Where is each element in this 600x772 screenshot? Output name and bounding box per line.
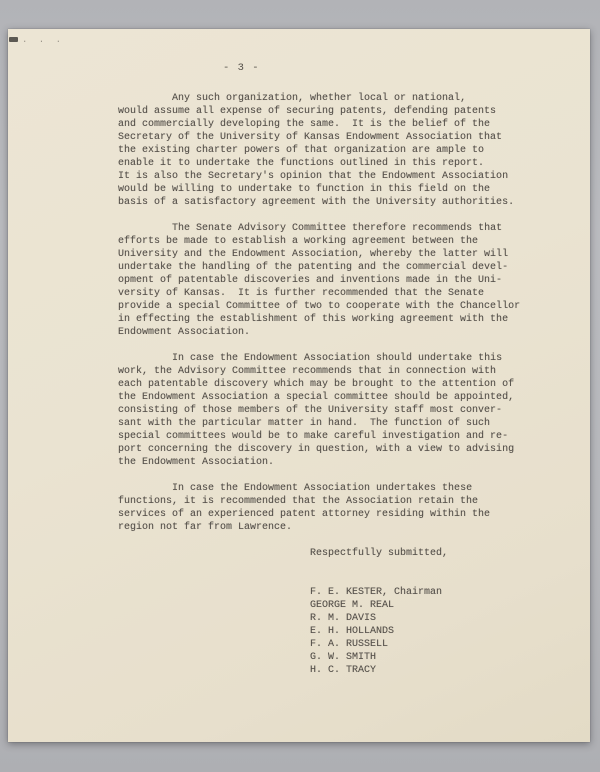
signature-member: GEORGE M. REAL — [310, 600, 395, 611]
scan-edge-mark — [9, 37, 18, 42]
page-number: - 3 - — [223, 62, 260, 74]
paragraph-3: In case the Endowment Association should undertake this work, the Advisory Committee recommends that in connection with each patentable discovery which may be brought to the attention of the Endowment Association a special committee should be appointed, consisting of those members of the University staff most conver- sant with the particular matter in hand. The function of such special committees would be to make careful investigation and re- port concerning the discovery in question, with a view to advising the Endowment Association. — [118, 353, 515, 468]
signature-list — [310, 586, 538, 677]
signature-member: R. M. DAVIS — [310, 613, 377, 624]
paragraph-4: In case the Endowment Association undertakes these functions, it is recommended that the Association retain the services of an experienced patent attorney residing within the region not far from Lawrence. — [118, 483, 491, 533]
paragraph-2: The Senate Advisory Committee therefore recommends that efforts be made to establish a working agreement between the University and the Endowment Association, whereby the latter will undertake the handling of the patenting and the commercial devel- opment of patentable discoveries and inventions made in the Uni- versity of Kansas. It is further recommended that the Senate provide a special Committee of two to cooperate with the Chancellor in effecting the establishment of this working agreement with the Endowment Association. — [118, 223, 521, 338]
signature-chairman: F. E. KESTER, Chairman — [310, 587, 443, 598]
paragraph-1: Any such organization, whether local or national, would assume all expense of securing patents, defending patents and commercially developing the same. It is the belief of the Secretary of the University of Kansas Endowment Association that the existing charter powers of that organization are ample to enable it to undertake the functions outlined in this report. It is also the Secretary's opinion that the Endowment Association would be willing to undertake to function in this field on the basis of a satisfactory agreement with the University authorities. — [118, 93, 515, 208]
signature-member: H. C. TRACY — [310, 665, 377, 676]
signature-member: G. W. SMITH — [310, 652, 377, 663]
closing-line: Respectfully submitted, — [310, 548, 449, 559]
document-body — [118, 92, 538, 677]
document-page — [8, 29, 590, 742]
signature-member: F. A. RUSSELL — [310, 639, 389, 650]
signature-member: E. H. HOLLANDS — [310, 626, 395, 637]
corner-typed-marks: . . . — [22, 35, 65, 45]
